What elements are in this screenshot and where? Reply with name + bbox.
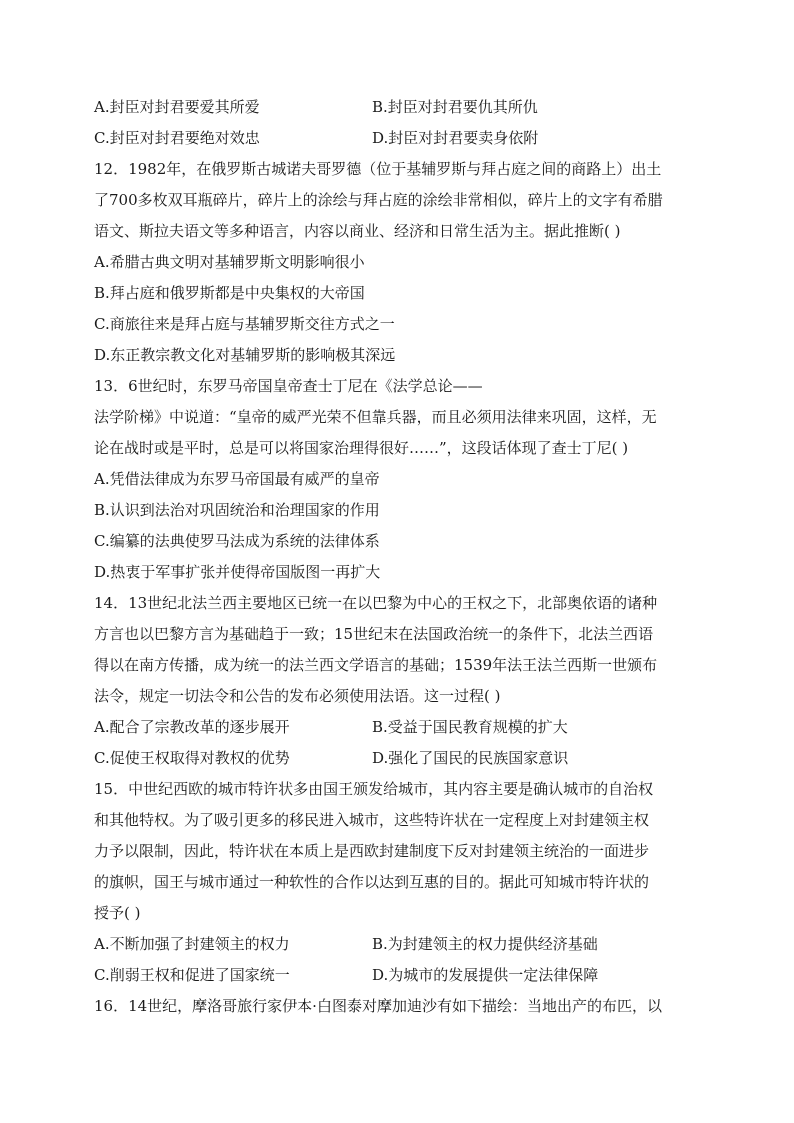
q14-option-d: D.强化了国民的民族国家意识 xyxy=(372,749,569,767)
q15-stem-line: 授予( ) xyxy=(94,904,141,922)
q12-option-a: A.希腊古典文明对基辅罗斯文明影响很小 xyxy=(94,253,365,271)
q15-stem-line: 力予以限制，因此，特许状在本质上是西欧封建制度下反对封建领主统治的一面进步 xyxy=(94,842,650,860)
q14-option-b: B.受益于国民教育规模的扩大 xyxy=(372,718,568,736)
q14-stem-line: 法令，规定一切法令和公告的发布必须使用法语。这一过程( ) xyxy=(94,687,501,705)
q13-option-b: B.认识到法治对巩固统治和治理国家的作用 xyxy=(94,501,380,519)
q13-stem-line: 13．6世纪时，东罗马帝国皇帝查士丁尼在《法学总论—— xyxy=(94,377,483,395)
q15-option-a: A.不断加强了封建领主的权力 xyxy=(94,935,290,953)
q11-option-d: D.封臣对封君要卖身依附 xyxy=(372,129,539,147)
q11-option-b: B.封臣对封君要仇其所仇 xyxy=(372,98,538,116)
q14-stem-line: 方言也以巴黎方言为基础趋于一致；15世纪末在法国政治统一的条件下，北法兰西语 xyxy=(94,625,654,643)
q14-option-c: C.促使王权取得对教权的优势 xyxy=(94,749,290,767)
q15-stem-line: 的旗帜，国王与城市通过一种软性的合作以达到互惠的目的。据此可知城市特许状的 xyxy=(94,873,650,891)
q14-options-row-1 xyxy=(94,712,702,743)
q12-option-d: D.东正教宗教文化对基辅罗斯的影响极其深远 xyxy=(94,346,396,364)
q14-options-row-2 xyxy=(94,743,702,774)
q14-stem-line: 得以在南方传播，成为统一的法兰西文学语言的基础；1539年法王法兰西斯一世颁布 xyxy=(94,656,658,674)
q12-option-b: B.拜占庭和俄罗斯都是中央集权的大帝国 xyxy=(94,284,365,302)
q13-option-d: D.热衷于军事扩张并使得帝国版图一再扩大 xyxy=(94,563,381,581)
q13-stem-line: 论在战时或是平时，总是可以将国家治理得很好……”，这段话体现了查士丁尼( ) xyxy=(94,439,629,457)
q12-option-c: C.商旅往来是拜占庭与基辅罗斯交往方式之一 xyxy=(94,315,395,333)
q11-options-row-1 xyxy=(94,92,702,123)
q14-stem-line: 14．13世纪北法兰西主要地区已统一在以巴黎为中心的王权之下，北部奥依语的诸种 xyxy=(94,594,658,612)
q15-stem-line: 和其他特权。为了吸引更多的移民进入城市，这些特许状在一定程度上对封建领主权 xyxy=(94,811,650,829)
q13-stem-line: 法学阶梯》中说道：“皇帝的威严光荣不但靠兵器，而且必须用法律来巩固，这样，无 xyxy=(94,408,657,426)
q15-option-d: D.为城市的发展提供一定法律保障 xyxy=(372,966,599,984)
q11-options-row-2 xyxy=(94,123,702,154)
q15-option-c: C.削弱王权和促进了国家统一 xyxy=(94,966,290,984)
q15-stem-line: 15．中世纪西欧的城市特许状多由国王颁发给城市，其内容主要是确认城市的自治权 xyxy=(94,780,654,798)
exam-page xyxy=(94,92,702,1022)
q13-option-c: C.编纂的法典使罗马法成为系统的法律体系 xyxy=(94,532,380,550)
q12-stem-line: 12．1982年，在俄罗斯古城诺夫哥罗德（位于基辅罗斯与拜占庭之间的商路上）出土 xyxy=(94,160,662,178)
q12-stem-line: 语文、斯拉夫语文等多种语言，内容以商业、经济和日常生活为主。据此推断( ) xyxy=(94,222,621,240)
q12-stem-line: 了700多枚双耳瓶碎片，碎片上的涂绘与拜占庭的涂绘非常相似，碎片上的文字有希腊 xyxy=(94,191,663,209)
q14-option-a: A.配合了宗教改革的逐步展开 xyxy=(94,718,290,736)
q15-options-row-2 xyxy=(94,960,702,991)
q11-option-c: C.封臣对封君要绝对效忠 xyxy=(94,129,260,147)
q11-option-a: A.封臣对封君要爱其所爱 xyxy=(94,98,260,116)
q13-option-a: A.凭借法律成为东罗马帝国最有威严的皇帝 xyxy=(94,470,380,488)
q15-options-row-1 xyxy=(94,929,702,960)
q15-option-b: B.为封建领主的权力提供经济基础 xyxy=(372,935,598,953)
q16-stem-line: 16．14世纪，摩洛哥旅行家伊本·白图泰对摩加迪沙有如下描绘：当地出产的布匹，以 xyxy=(94,997,662,1015)
